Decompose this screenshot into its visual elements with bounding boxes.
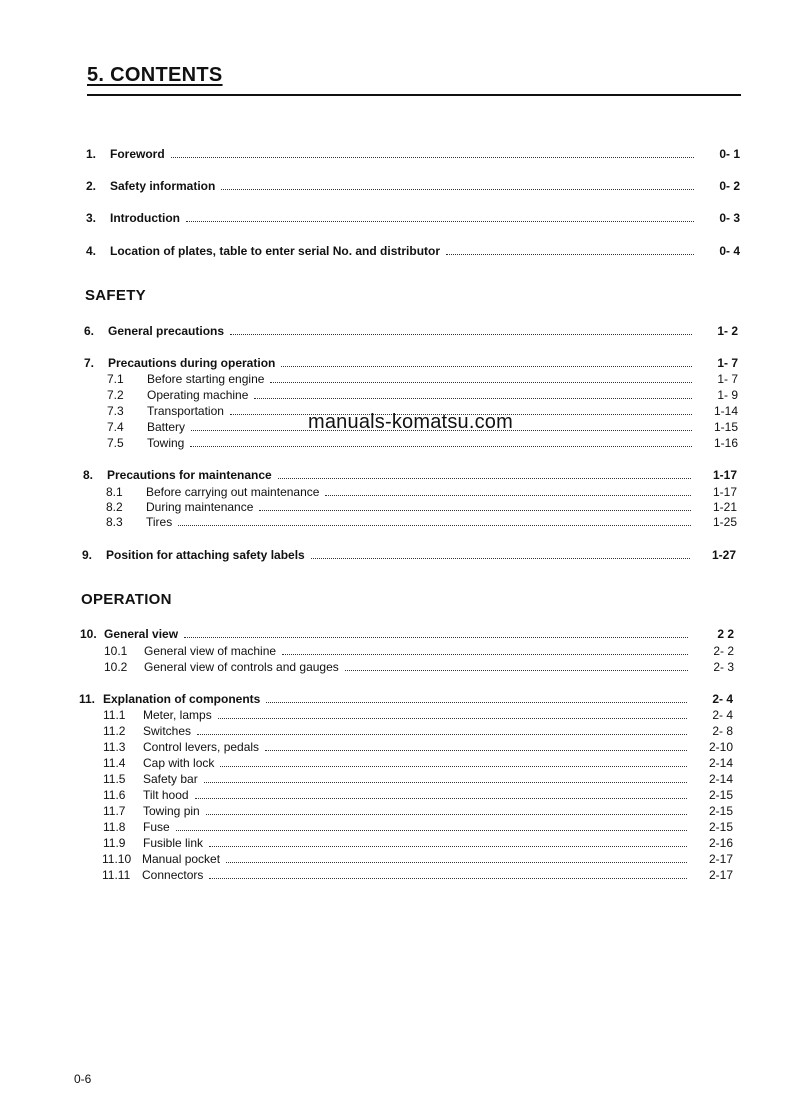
toc-row — [102, 868, 733, 882]
toc-row — [82, 548, 736, 562]
toc-title: Before starting engine — [147, 372, 265, 386]
toc-number: 7.4 — [107, 420, 124, 434]
toc-title: Location of plates, table to enter serial No. and distributor — [110, 244, 441, 258]
leader-dots — [178, 525, 691, 526]
leader-dots — [325, 495, 691, 496]
toc-number: 11.2 — [103, 724, 126, 738]
leader-dots — [220, 766, 687, 767]
toc-page: 2- 4 — [712, 708, 733, 722]
toc-row — [86, 211, 740, 225]
toc-number: 11.3 — [103, 740, 126, 754]
toc-row — [104, 644, 734, 658]
toc-number: 8.1 — [106, 485, 123, 499]
toc-number: 10.2 — [104, 660, 128, 674]
toc-row — [86, 244, 740, 258]
toc-page: 2-17 — [708, 868, 733, 882]
leader-dots — [265, 750, 687, 751]
toc-number: 1. — [86, 147, 97, 161]
toc-title: Manual pocket — [142, 852, 221, 866]
toc-page: 2- 8 — [712, 724, 733, 738]
toc-title: Cap with lock — [143, 756, 215, 770]
toc-page: 2- 2 — [713, 644, 734, 658]
toc-number: 6. — [84, 324, 95, 338]
toc-title: Meter, lamps — [143, 708, 212, 722]
leader-dots — [259, 510, 691, 511]
toc-title: Towing — [147, 436, 185, 450]
toc-row — [103, 740, 733, 754]
toc-page: 0- 3 — [719, 211, 740, 225]
toc-row — [102, 852, 733, 866]
toc-row — [103, 708, 733, 722]
toc-row — [103, 788, 733, 802]
toc-number: 11.6 — [103, 788, 126, 802]
leader-dots — [266, 702, 687, 703]
toc-page: 2-14 — [708, 772, 733, 786]
leader-dots — [209, 846, 687, 847]
toc-page: 2- 4 — [712, 692, 733, 706]
toc-row — [83, 468, 737, 482]
toc-title: Connectors — [142, 868, 204, 882]
toc-page: 1-25 — [712, 515, 737, 529]
leader-dots — [184, 637, 688, 638]
toc-title: Precautions during operation — [108, 356, 276, 370]
toc-title: Fuse — [143, 820, 170, 834]
toc-page: 2-15 — [708, 804, 733, 818]
toc-title: Switches — [143, 724, 192, 738]
toc-page: 2-17 — [708, 852, 733, 866]
toc-title: Before carrying out maintenance — [146, 485, 320, 499]
toc-row — [79, 692, 733, 706]
toc-number: 11.8 — [103, 820, 126, 834]
toc-row — [84, 356, 738, 370]
toc-page: 0- 4 — [719, 244, 740, 258]
toc-title: Control levers, pedals — [143, 740, 260, 754]
leader-dots — [278, 478, 691, 479]
leader-dots — [345, 670, 688, 671]
toc-number: 10.1 — [104, 644, 128, 658]
toc-page: 2-16 — [708, 836, 733, 850]
toc-title: Tilt hood — [143, 788, 189, 802]
toc-row — [103, 772, 733, 786]
toc-number: 8.3 — [106, 515, 123, 529]
toc-page: 1-27 — [711, 548, 736, 562]
section-heading-operation: OPERATION — [81, 591, 172, 608]
toc-number: 4. — [86, 244, 97, 258]
toc-row — [106, 515, 737, 529]
toc-page: 1-21 — [712, 500, 737, 514]
leader-dots — [209, 878, 687, 879]
toc-title: Safety bar — [143, 772, 198, 786]
toc-title: Introduction — [110, 211, 180, 225]
leader-dots — [270, 382, 692, 383]
toc-page: 1-17 — [712, 485, 737, 499]
toc-row — [104, 660, 734, 674]
toc-title: During maintenance — [146, 500, 254, 514]
toc-title: Explanation of components — [103, 692, 261, 706]
toc-row — [103, 756, 733, 770]
leader-dots — [221, 189, 694, 190]
page-number: 0-6 — [74, 1072, 92, 1086]
toc-title: Precautions for maintenance — [107, 468, 272, 482]
toc-title: General view of controls and gauges — [144, 660, 339, 674]
toc-title: Tires — [146, 515, 173, 529]
toc-title: Position for attaching safety labels — [106, 548, 305, 562]
leader-dots — [204, 782, 687, 783]
toc-page: 2- 3 — [713, 660, 734, 674]
toc-page: 2-14 — [708, 756, 733, 770]
toc-number: 8.2 — [106, 500, 123, 514]
leader-dots — [226, 862, 687, 863]
toc-page: 1- 9 — [717, 388, 738, 402]
toc-row — [103, 820, 733, 834]
toc-row — [103, 724, 733, 738]
toc-title: General view — [104, 627, 179, 641]
leader-dots — [311, 558, 690, 559]
toc-page: 1- 7 — [717, 356, 738, 370]
leader-dots — [281, 366, 692, 367]
toc-number: 11.4 — [103, 756, 126, 770]
toc-page: 1-14 — [713, 404, 738, 418]
toc-page: 2 2 — [717, 627, 734, 641]
toc-number: 7. — [84, 356, 95, 370]
toc-number: 8. — [83, 468, 94, 482]
leader-dots — [197, 734, 687, 735]
toc-page: 2-10 — [708, 740, 733, 754]
toc-title: General precautions — [108, 324, 225, 338]
toc-number: 7.3 — [107, 404, 124, 418]
toc-number: 11.1 — [103, 708, 126, 722]
toc-number: 11. — [79, 692, 96, 706]
toc-page: 0- 2 — [719, 179, 740, 193]
leader-dots — [195, 798, 687, 799]
toc-title: General view of machine — [144, 644, 277, 658]
section-heading-safety: SAFETY — [85, 287, 146, 304]
toc-row — [107, 372, 738, 386]
toc-row — [86, 179, 740, 193]
toc-number: 11.10 — [102, 852, 132, 866]
toc-title: Safety information — [110, 179, 216, 193]
toc-number: 11.11 — [102, 868, 131, 882]
leader-dots — [186, 221, 694, 222]
toc-number: 9. — [82, 548, 93, 562]
toc-title: Operating machine — [147, 388, 249, 402]
toc-row — [106, 485, 737, 499]
toc-page: 1-15 — [713, 420, 738, 434]
watermark-text: manuals-komatsu.com — [308, 411, 513, 433]
toc-title: Transportation — [147, 404, 224, 418]
leader-dots — [254, 398, 692, 399]
toc-number: 11.7 — [103, 804, 126, 818]
toc-number: 11.9 — [103, 836, 126, 850]
toc-page: 1-16 — [713, 436, 738, 450]
toc-number: 7.2 — [107, 388, 124, 402]
toc-title: Foreword — [110, 147, 165, 161]
toc-number: 10. — [80, 627, 97, 641]
toc-row — [84, 324, 738, 338]
toc-title: Battery — [147, 420, 186, 434]
page-title: 5. CONTENTS — [87, 64, 223, 86]
toc-page: 2-15 — [708, 788, 733, 802]
toc-number: 7.5 — [107, 436, 124, 450]
toc-page: 2-15 — [708, 820, 733, 834]
toc-title: Fusible link — [143, 836, 204, 850]
leader-dots — [171, 157, 694, 158]
leader-dots — [218, 718, 687, 719]
toc-page: 1-17 — [712, 468, 737, 482]
leader-dots — [190, 446, 692, 447]
title-divider — [87, 94, 741, 96]
toc-row — [86, 147, 740, 161]
toc-page: 0- 1 — [719, 147, 740, 161]
toc-row — [106, 500, 737, 514]
toc-page: 1- 2 — [717, 324, 738, 338]
toc-row — [107, 436, 738, 450]
toc-page: 1- 7 — [717, 372, 738, 386]
toc-number: 11.5 — [103, 772, 126, 786]
toc-row — [107, 388, 738, 402]
toc-number: 2. — [86, 179, 97, 193]
leader-dots — [446, 254, 694, 255]
toc-row — [103, 836, 733, 850]
toc-number: 3. — [86, 211, 97, 225]
toc-row — [80, 627, 734, 641]
leader-dots — [282, 654, 688, 655]
leader-dots — [206, 814, 687, 815]
toc-row — [103, 804, 733, 818]
leader-dots — [230, 334, 692, 335]
toc-number: 7.1 — [107, 372, 124, 386]
leader-dots — [176, 830, 687, 831]
toc-title: Towing pin — [143, 804, 200, 818]
